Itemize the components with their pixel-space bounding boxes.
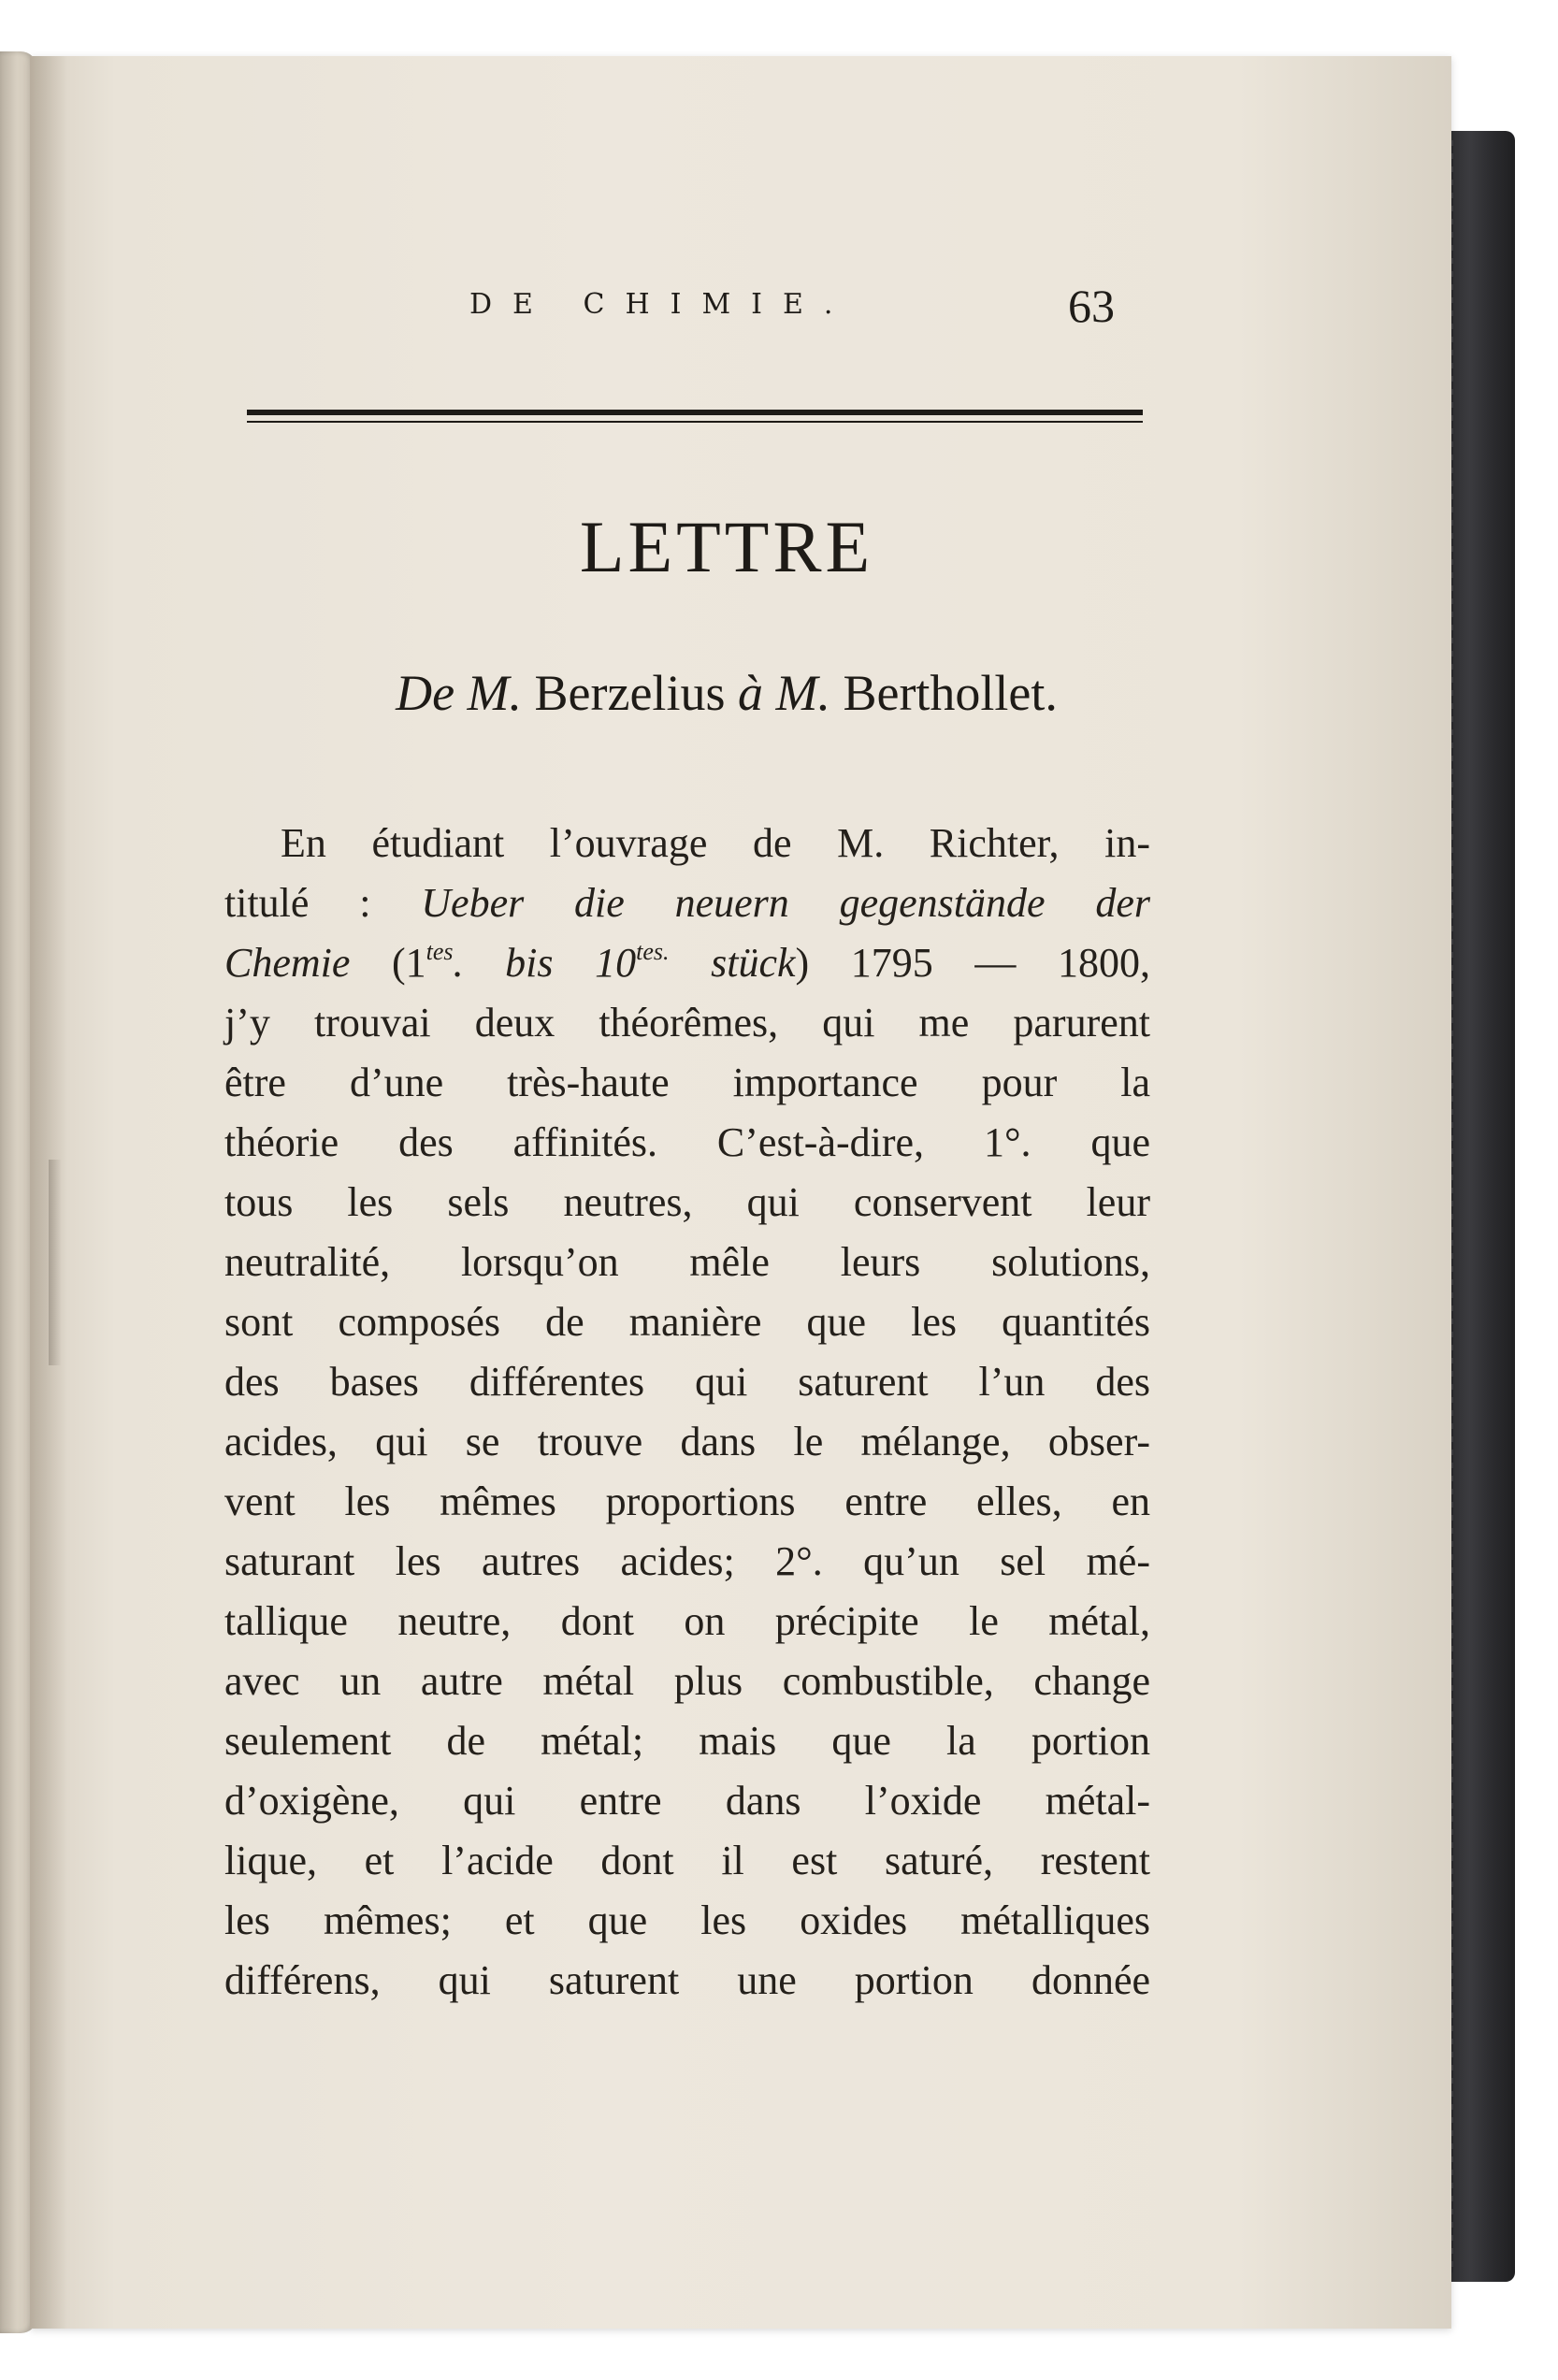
text-line: acides, qui se trouve dans le mélange, obser-: [224, 1419, 1150, 1464]
text-line: des bases différentes qui saturent l’un des: [224, 1359, 1150, 1405]
text-line: titulé : Ueber die neuern gegenstände der: [224, 880, 1151, 926]
text-line: avec un autre métal plus combustible, change: [224, 1658, 1150, 1704]
running-title: DE CHIMIE.: [469, 288, 854, 321]
text-line: saturant les autres acides; 2°. qu’un sel mé-: [224, 1538, 1150, 1584]
text-line: seulement de métal; mais que la portion: [224, 1718, 1150, 1764]
text-line: Chemie ($1^{tes}$. bis $10^{tes.}$ stück) 1795 — 1800,: [224, 938, 1150, 986]
text-line: différens, qui saturent une portion donnée: [224, 1957, 1150, 2003]
text-line: vent les mêmes proportions entre elles, en: [224, 1478, 1150, 1524]
letter-body: [224, 814, 1150, 2011]
letter-subtitle: De M. Berzelius à M. Berthollet.: [396, 665, 1058, 721]
book-page: [30, 56, 1451, 2329]
letter-title: LETTRE: [579, 506, 874, 587]
text-line: d’oxigène, qui entre dans l’oxide métal-: [224, 1778, 1150, 1824]
text-line: lique, et l’acide dont il est saturé, restent: [224, 1838, 1150, 1883]
book-cover-edge: [1440, 131, 1515, 2282]
text-line: être d’une très-haute importance pour la: [224, 1060, 1150, 1105]
text-line: tous les sels neutres, qui conservent leur: [224, 1179, 1150, 1225]
double-rule-divider: [247, 410, 1143, 426]
text-line: En étudiant l’ouvrage de M. Richter, in-: [281, 820, 1150, 866]
text-line: j’y trouvai deux théorêmes, qui me parurent: [224, 1000, 1150, 1046]
running-head: [30, 279, 1451, 335]
text-line: neutralité, lorsqu’on mêle leurs solutions,: [224, 1239, 1150, 1285]
page-number: 63: [1068, 280, 1115, 332]
text-line: les mêmes; et que les oxides métalliques: [224, 1897, 1150, 1943]
text-line: sont composés de manière que les quantités: [224, 1299, 1150, 1345]
text-line: théorie des affinités. C’est-à-dire, 1°. que: [224, 1119, 1150, 1165]
text-line: tallique neutre, dont on précipite le métal,: [224, 1598, 1150, 1644]
